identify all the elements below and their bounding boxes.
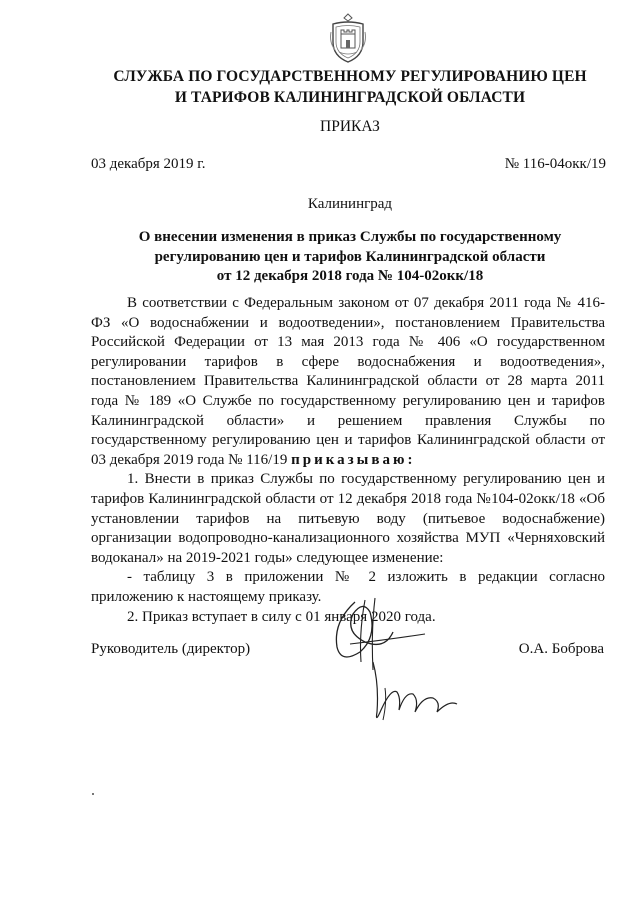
document-body — [91, 294, 605, 627]
subject-line-1: О внесении изменения в приказ Службы по государственному — [138, 229, 562, 245]
order-word: приказываю: — [291, 451, 416, 468]
document-type: ПРИКАЗ — [320, 118, 380, 135]
document-number: № 116-04окк/19 — [504, 156, 606, 172]
coat-of-arms-icon — [327, 12, 369, 64]
org-line-2: И ТАРИФОВ КАЛИНИНГРАДСКОЙ ОБЛАСТИ — [174, 89, 526, 106]
item-2-paragraph: 2. Приказ вступает в силу с 01 января 2020 года. — [127, 608, 436, 625]
subject-line-3: от 12 декабря 2018 года № 104-02окк/18 — [216, 268, 484, 284]
preamble-paragraph — [91, 294, 605, 470]
scan-speck — [92, 793, 94, 795]
preamble-text: В соответствии с Федеральным законом от 07 декабря 2011 года № 416-ФЗ «О водоснабжении и водоотведении», постановлением Правительства Российской Федерации от 13 мая 2013 года № 406 «О государственном регулировании тарифов в сфере водоснабжения и водоотведения», постановлением Правительства Калининградской области от 28 марта 2011 года № 189 «О Службе по государственному регулированию цен и тарифов Калининградской области» и решением правления Службы по государственному регулированию цен и тарифов Калининградской области от 03 декабря 2019 года № 116/19 — [91, 295, 605, 468]
document-date: 03 декабря 2019 г. — [91, 156, 206, 172]
signer-title: Руководитель (директор) — [91, 641, 251, 657]
organization-name — [60, 66, 640, 108]
signer-name: О.А. Боброва — [518, 641, 604, 657]
subject-line-2: регулированию цен и тарифов Калининградской области — [154, 248, 546, 265]
document-city: Калининград — [307, 196, 393, 212]
item-1-paragraph: 1. Внести в приказ Службы по государственному регулированию цен и тарифов Калининградской области от 12 декабря 2018 года №104-02окк/18 «Об установлении тарифов на питьевую воду (питьевое водоснабжение) организации водопроводно-канализационного хозяйства МУП «Черняховский водоканал» на 2019-2021 годы» следующее изменение: — [91, 471, 605, 566]
handwritten-signature — [315, 592, 475, 732]
item-1-sub-paragraph: - таблицу 3 в приложении № 2 изложить в редакции согласно приложению к настоящему приказу. — [91, 569, 605, 605]
document-subject — [60, 228, 640, 287]
org-line-1: СЛУЖБА ПО ГОСУДАРСТВЕННОМУ РЕГУЛИРОВАНИЮ ЦЕН — [113, 68, 587, 85]
